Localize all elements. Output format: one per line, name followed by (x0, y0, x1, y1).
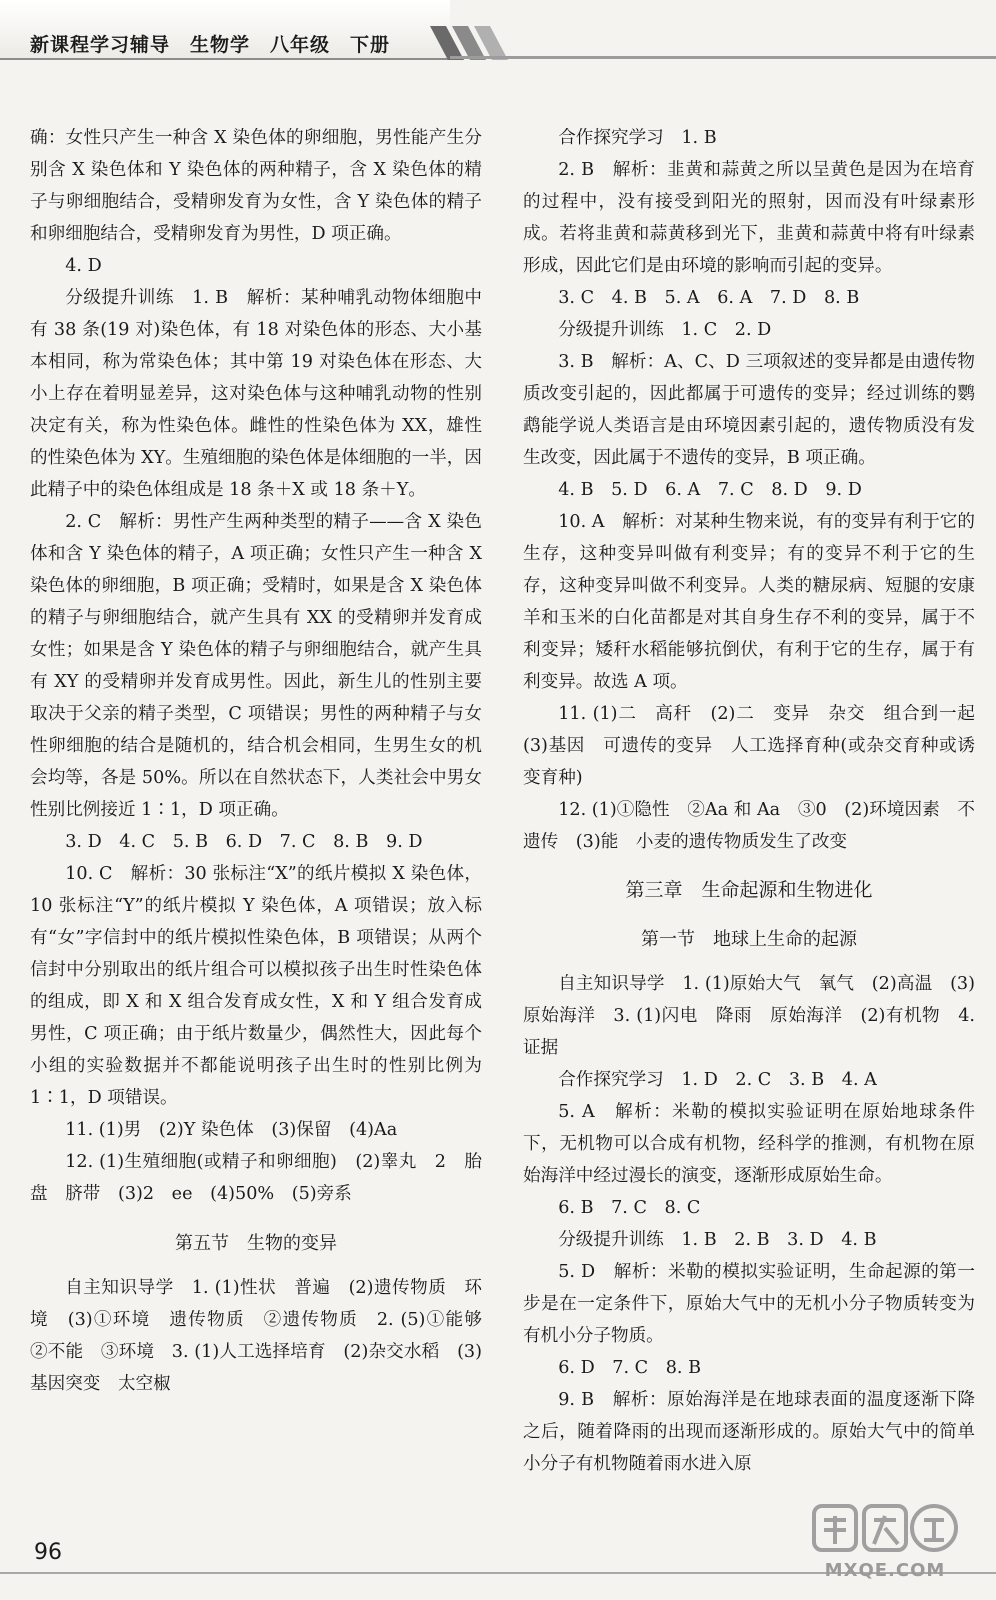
section-heading: 第一节 地球上生命的起源 (641, 929, 857, 950)
answer-paragraph: 5. D 解析：米勒的模拟实验证明，生命起源的第一步是在一定条件下，原始大气中的无机小分子物质转变为有机小分子物质。 (523, 1262, 975, 1346)
watermark (800, 1498, 970, 1590)
answer-paragraph: 自主知识导学 1. (1)性状 普遍 (2)遗传物质 环境 (3)①环境 遗传物质 ②遗传物质 2. (5)①能够 ②不能 ③环境 3. (1)人工选择培育 (2)杂交水稻 (3)基因突变 太空椒 (30, 1278, 500, 1394)
watermark-text: MXQE.COM (824, 1560, 946, 1581)
answer-paragraph: 分级提升训练 1. B 2. B 3. D 4. B (558, 1230, 877, 1250)
page-header (0, 0, 996, 66)
section-heading: 第五节 生物的变异 (175, 1233, 337, 1254)
header-banner (0, 0, 450, 60)
right-column (523, 122, 993, 1480)
left-column (30, 122, 500, 1400)
answer-paragraph: 3. C 4. B 5. A 6. A 7. D 8. B (558, 288, 860, 308)
answer-paragraph: 4. D (65, 256, 102, 276)
answer-paragraph: 9. B 解析：原始海洋是在地球表面的温度逐渐下降之后，随着降雨的出现而逐渐形成的。原始大气中的简单小分子有机物随着雨水进入原 (523, 1390, 975, 1474)
answer-paragraph: 合作探究学习 1. B (558, 128, 717, 148)
answer-paragraph: 合作探究学习 1. D 2. C 3. B 4. A (558, 1070, 877, 1090)
answer-paragraph: 6. D 7. C 8. B (558, 1358, 702, 1378)
answer-paragraph: 10. A 解析：对某种生物来说，有的变异有利于它的生存，这种变异叫做有利变异；有的变异不利于它的生存，这种变异叫做不利变异。人类的糖尿病、短腿的安康羊和玉米的白化苗都是对其自身生存不利的变异，属于不利变异；矮秆水稻能够抗倒伏，有利于它的生存，属于有利变异。故选 A 项。 (523, 512, 975, 692)
answer-paragraph: 6. B 7. C 8. C (558, 1198, 701, 1218)
answer-paragraph: 3. D 4. C 5. B 6. D 7. C 8. B 9. D (65, 832, 423, 852)
answer-paragraph: 2. C 解析：男性产生两种类型的精子——含 X 染色体和含 Y 染色体的精子，A 项正确；女性只产生一种含 X 染色体的卵细胞，B 项正确；受精时，如果是含 X 染色体的精子与卵细胞结合，就产生具有 XX 的受精卵并发育成女性；如果是含 Y 染色体的精子与卵细胞结合，就产生具有 XY 的受精卵并发育成男性。因此，新生儿的性别主要取决于父亲的精子类型，C 项错误；男性的两种精子与女性卵细胞的结合是随机的，结合机会相同，生男生女的机会均等，各是 50%。所以在自然状态下，人类社会中男女性别比例接近 1∶1，D 项正确。 (30, 512, 482, 820)
answer-paragraph: 2. B 解析：韭黄和蒜黄之所以呈黄色是因为在培育的过程中，没有接受到阳光的照射，因而没有叶绿素形成。若将韭黄和蒜黄移到光下，韭黄和蒜黄中将有叶绿素形成，因此它们是由环境的影响而引起的变异。 (523, 160, 975, 276)
answer-paragraph: 12. (1)①隐性 ②Aa 和 Aa ③0 (2)环境因素 不遗传 (3)能 小麦的遗传物质发生了改变 (523, 800, 975, 852)
answer-paragraph: 10. C 解析：30 张标注“X”的纸片模拟 X 染色体，10 张标注“Y”的纸片模拟 Y 染色体，A 项错误；放入标有“女”字信封中的纸片模拟性染色体，B 项错误；从两个信封中分别取出的纸片组合可以模拟孩子出生时性染色体的组成，即 X 和 X 组合发育成女性，X 和 Y 组合发育成男性，C 项正确；由于纸片数量少，偶然性大，因此每个小组的实验数据并不都能说明孩子出生时的性别比例为 1∶1，D 项错误。 (30, 864, 482, 1108)
answer-paragraph: 分级提升训练 1. C 2. D (558, 320, 772, 340)
answer-paragraph: 4. B 5. D 6. A 7. C 8. D 9. D (558, 480, 862, 500)
watermark-logo-icon (810, 1498, 960, 1558)
header-title: 新课程学习辅导 生物学 八年级 下册 (30, 34, 391, 56)
answer-paragraph: 确：女性只产生一种含 X 染色体的卵细胞，男性能产生分别含 X 染色体和 Y 染色体的两种精子，含 X 染色体的精子与卵细胞结合，受精卵发育为女性，含 Y 染色体的精子和卵细胞结合，受精卵发育为男性，D 项正确。 (30, 128, 482, 244)
header-rule (450, 56, 996, 59)
answer-paragraph: 分级提升训练 1. B 解析：某种哺乳动物体细胞中有 38 条(19 对)染色体，有 18 对染色体的形态、大小基本相同，称为常染色体；其中第 19 对染色体在形态、大小上存在着明显差异，这对染色体与这种哺乳动物的性别决定有关，称为性染色体。雌性的性染色体为 XX，雄性的性染色体为 XY。生殖细胞的染色体是体细胞的一半，因此精子中的染色体组成是 18 条＋X 或 18 条＋Y。 (30, 288, 482, 500)
answer-paragraph: 5. A 解析：米勒的模拟实验证明在原始地球条件下，无机物可以合成有机物，经科学的推测，有机物在原始海洋中经过漫长的演变，逐渐形成原始生命。 (523, 1102, 975, 1186)
answer-paragraph: 3. B 解析：A、C、D 三项叙述的变异都是由遗传物质改变引起的，因此都属于可遗传的变异；经过训练的鹦鹉能学说人类语言是由环境因素引起的，遗传物质没有发生改变，因此属于不遗传的变异，B 项正确。 (523, 352, 975, 468)
answer-paragraph: 自主知识导学 1. (1)原始大气 氧气 (2)高温 (3)原始海洋 3. (1)闪电 降雨 原始海洋 (2)有机物 4. 证据 (523, 974, 975, 1058)
header-stripes-decoration (430, 26, 520, 60)
chapter-heading: 第三章 生命起源和生物进化 (625, 879, 873, 901)
answer-paragraph: 11. (1)二 高秆 (2)二 变异 杂交 组合到一起 (3)基因 可遗传的变异 人工选择育种(或杂交育种或诱变育种) (523, 704, 993, 788)
answer-paragraph: 11. (1)男 (2)Y 染色体 (3)保留 (4)Aa (65, 1120, 398, 1140)
page-number: 96 (34, 1540, 62, 1565)
answer-paragraph: 12. (1)生殖细胞(或精子和卵细胞) (2)睾丸 2 胎盘 脐带 (3)2 ee (4)50% (5)旁系 (30, 1152, 482, 1204)
